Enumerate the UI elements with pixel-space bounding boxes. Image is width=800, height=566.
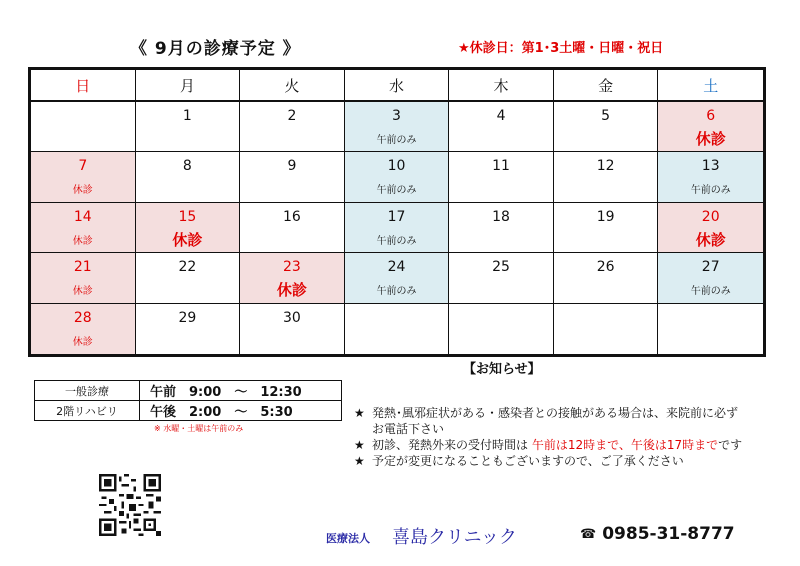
hours-table (34, 380, 342, 421)
day-number: 7 (78, 158, 88, 175)
day-number: 25 (492, 259, 510, 276)
calendar-day-cell (136, 253, 241, 303)
calendar-day-cell (136, 304, 241, 354)
calendar-day-cell (554, 304, 659, 354)
notice-item (354, 437, 784, 453)
schedule-calendar (28, 67, 766, 357)
page-title: 《 9月の診療予定 》 (130, 39, 301, 59)
notice-text: 初診、発熱外来の受付時間は (372, 438, 532, 452)
calendar-day-cell (554, 152, 659, 202)
day-number: 20 (701, 208, 720, 225)
day-number: 26 (596, 259, 615, 276)
star-icon: ★ (354, 406, 365, 420)
notice-text-end: です (718, 438, 743, 452)
day-number: 14 (73, 208, 92, 225)
calendar-day-cell (554, 102, 659, 152)
calendar-day-cell (31, 152, 136, 202)
phone-icon: ☎ (580, 526, 597, 542)
calendar-day-cell (658, 152, 763, 202)
notice-heading: 【お知らせ】 (463, 362, 541, 377)
calendar-day-cell (136, 152, 241, 202)
calendar-day-cell (345, 152, 450, 202)
day-number: 2 (287, 108, 297, 124)
calendar-day-cell (136, 102, 241, 152)
closed-label: 休診 (695, 230, 726, 249)
calendar-day-cell (449, 203, 554, 253)
calendar-day-cell (136, 203, 241, 253)
calendar-day-cell (240, 102, 345, 152)
weekday-header: 日 (31, 70, 136, 102)
hours-note: ※ 水曜・土曜は午前のみ (154, 424, 244, 433)
day-number: 22 (178, 259, 197, 276)
day-number: 4 (496, 108, 506, 124)
day-number: 10 (387, 158, 406, 175)
day-number: 30 (283, 309, 301, 326)
day-number: 28 (73, 309, 92, 326)
weekday-header: 月 (136, 70, 241, 102)
hours-am: 午前 9:00 ～ 12:30 (140, 381, 341, 401)
day-number: 5 (601, 108, 611, 124)
day-number: 11 (492, 158, 510, 175)
day-number: 1 (182, 108, 192, 124)
calendar-day-cell (31, 102, 136, 152)
calendar-day-cell (240, 253, 345, 303)
notice-text-cont: お電話下さい (372, 422, 445, 436)
hours-label-general: 一般診療 (35, 381, 139, 401)
day-number: 19 (596, 208, 615, 225)
phone-text: 0985-31-8777 (602, 524, 735, 544)
weekday-header: 木 (449, 70, 554, 102)
calendar-day-cell (658, 253, 763, 303)
notice-item (354, 453, 784, 469)
calendar-day-cell (345, 203, 450, 253)
closed-days-note: ★休診日：第1･3土曜・日曜・祝日 (458, 41, 664, 56)
day-number: 29 (178, 309, 197, 326)
calendar-day-cell (449, 102, 554, 152)
weekday-header: 土 (658, 70, 763, 102)
hours-label-rehab: 2階リハビリ (56, 404, 118, 418)
phone-number (580, 524, 735, 544)
notice-list (354, 405, 784, 469)
star-icon: ★ (354, 438, 365, 452)
star-icon: ★ (354, 454, 365, 468)
weekday-header: 水 (345, 70, 450, 102)
calendar-day-cell (345, 304, 450, 354)
calendar-day-cell (449, 152, 554, 202)
calendar-day-cell (449, 304, 554, 354)
am-only-label: 午前のみ (376, 235, 417, 247)
closed-label: 休診 (695, 130, 726, 148)
calendar-day-cell (240, 203, 345, 253)
weekday-header: 火 (240, 70, 345, 102)
calendar-day-cell (449, 253, 554, 303)
closed-label: 休診 (72, 286, 93, 298)
day-number: 23 (283, 259, 301, 276)
clinic-name: 喜島クリニック (392, 527, 517, 548)
day-number: 8 (182, 158, 192, 175)
closed-label: 休診 (72, 185, 93, 197)
day-number: 17 (387, 208, 406, 225)
calendar-day-cell (240, 304, 345, 354)
calendar-day-cell (31, 304, 136, 354)
clinic-type: 医療法人 (326, 532, 370, 545)
day-number: 27 (701, 259, 720, 276)
notice-text: 発熱･風邪症状がある・感染者との接触がある場合は、来院前に必ず (372, 406, 739, 420)
weekday-header: 金 (554, 70, 659, 102)
am-only-label: 午前のみ (690, 286, 731, 298)
calendar-day-cell (554, 203, 659, 253)
closed-label: 休診 (276, 281, 307, 300)
day-number: 18 (492, 208, 510, 225)
notice-text: 予定が変更になることもございますので、ご了承ください (372, 454, 684, 468)
day-number: 6 (706, 108, 716, 124)
day-number: 21 (73, 259, 92, 276)
calendar-day-cell (31, 253, 136, 303)
calendar-day-cell (658, 304, 763, 354)
calendar-day-cell (345, 102, 450, 152)
closed-label: 休診 (72, 235, 93, 247)
closed-label: 休診 (172, 230, 203, 249)
day-number: 12 (596, 158, 615, 175)
calendar-day-cell (658, 203, 763, 253)
hours-pm: 午後 2:00 ～ 5:30 (150, 405, 293, 420)
calendar-day-cell (554, 253, 659, 303)
closed-label: 休診 (72, 336, 93, 348)
notice-highlight: 午前は12時まで、午後は17時まで (531, 438, 719, 452)
am-only-label: 午前のみ (376, 286, 417, 298)
day-number: 15 (178, 208, 197, 225)
day-number: 13 (701, 158, 720, 175)
calendar-day-cell (658, 102, 763, 152)
calendar-day-cell (240, 152, 345, 202)
day-number: 9 (287, 158, 297, 175)
day-number: 16 (283, 208, 301, 225)
notice-item (354, 405, 784, 421)
calendar-day-cell (345, 253, 450, 303)
day-number: 3 (392, 108, 401, 124)
am-only-label: 午前のみ (690, 185, 731, 197)
am-only-label: 午前のみ (376, 135, 417, 146)
am-only-label: 午前のみ (376, 185, 417, 197)
calendar-day-cell (31, 203, 136, 253)
day-number: 24 (387, 259, 406, 276)
qr-code (99, 474, 161, 536)
